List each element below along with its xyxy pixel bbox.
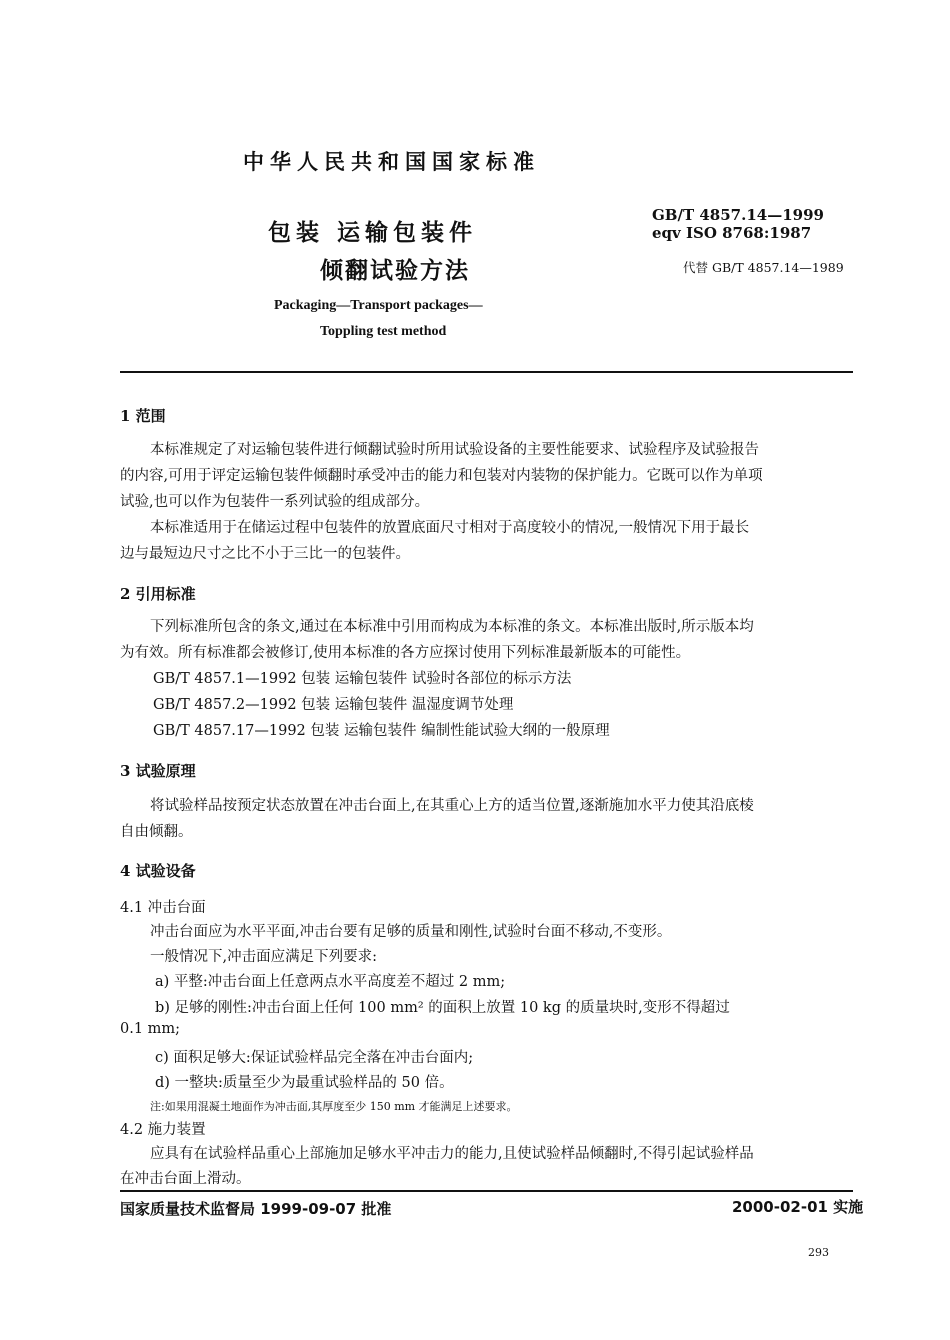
reference-item: GB/T 4857.17—1992 包装 运输包装件 编制性能试验大纲的一般原理: [153, 723, 610, 739]
title-line-2: 倾翻试验方法: [320, 258, 470, 284]
paragraph-line: 为有效。所有标准都会被修订,使用本标准的各方应探讨使用下列标准最新版本的可能性。: [120, 645, 691, 661]
national-standard-heading: 中华人民共和国国家标准: [243, 150, 540, 174]
page-number: 293: [808, 1246, 829, 1259]
standard-code: GB/T 4857.14—1999: [652, 206, 824, 224]
requirement-item-continuation: 0.1 mm;: [120, 1021, 181, 1037]
requirement-item: b) 足够的刚性:冲击台面上任何 100 mm² 的面积上放置 10 kg 的质量块时,变形不得超过: [155, 1000, 730, 1016]
equivalent-code: eqv ISO 8768:1987: [652, 224, 812, 242]
english-title-line-2: Toppling test method: [320, 324, 447, 339]
requirement-item: c) 面积足够大:保证试验样品完全落在冲击台面内;: [155, 1050, 474, 1066]
paragraph-line: 自由倾翻。: [120, 824, 193, 840]
section-2-heading: 2 引用标准: [120, 585, 196, 603]
reference-item: GB/T 4857.1—1992 包装 运输包装件 试验时各部位的标示方法: [153, 671, 572, 687]
paragraph-line: 冲击台面应为水平平面,冲击台要有足够的质量和刚性,试验时台面不移动,不变形。: [150, 924, 672, 940]
paragraph-line: 一般情况下,冲击面应满足下列要求:: [150, 949, 377, 965]
paragraph-line: 下列标准所包含的条文,通过在本标准中引用而构成为本标准的条文。本标准出版时,所示版本均: [150, 619, 754, 635]
header-divider: [120, 371, 853, 373]
effective-date: 2000-02-01 实施: [732, 1198, 864, 1216]
subsection-4-2-heading: 4.2 施力装置: [120, 1122, 206, 1138]
paragraph-line: 本标准适用于在储运过程中包装件的放置底面尺寸相对于高度较小的情况,一般情况下用于最长: [150, 520, 750, 536]
requirement-item: d) 一整块:质量至少为最重试验样品的 50 倍。: [155, 1075, 454, 1091]
approval-date: 国家质量技术监督局 1999-09-07 批准: [120, 1200, 392, 1218]
paragraph-line: 试验,也可以作为包装件一系列试验的组成部分。: [120, 494, 430, 510]
footer-divider: [120, 1190, 853, 1192]
section-4-heading: 4 试验设备: [120, 862, 196, 880]
paragraph-line: 应具有在试验样品重心上部施加足够水平冲击力的能力,且使试验样品倾翻时,不得引起试验样品: [150, 1146, 754, 1162]
reference-item: GB/T 4857.2—1992 包装 运输包装件 温湿度调节处理: [153, 697, 514, 713]
paragraph-line: 本标准规定了对运输包装件进行倾翻试验时所用试验设备的主要性能要求、试验程序及试验报告: [150, 442, 759, 458]
subsection-4-1-heading: 4.1 冲击台面: [120, 900, 206, 916]
paragraph-line: 将试验样品按预定状态放置在冲击台面上,在其重心上方的适当位置,逐渐施加水平力使其沿底棱: [150, 798, 754, 814]
paragraph-line: 的内容,可用于评定运输包装件倾翻时承受冲击的能力和包装对内装物的保护能力。它既可以作为单项: [120, 468, 763, 484]
title-line-1: 包装 运输包装件: [268, 220, 478, 246]
paragraph-line: 边与最短边尺寸之比不小于三比一的包装件。: [120, 546, 410, 562]
paragraph-line: 在冲击台面上滑动。: [120, 1171, 251, 1187]
section-3-heading: 3 试验原理: [120, 762, 196, 780]
replaces-code: 代替 GB/T 4857.14—1989: [683, 260, 844, 275]
section-1-heading: 1 范围: [120, 407, 166, 425]
note: 注:如果用混凝土地面作为冲击面,其厚度至少 150 mm 才能满足上述要求。: [150, 1100, 518, 1113]
english-title-line-1: Packaging—Transport packages—: [274, 298, 483, 313]
requirement-item: a) 平整:冲击台面上任意两点水平高度差不超过 2 mm;: [155, 974, 506, 990]
